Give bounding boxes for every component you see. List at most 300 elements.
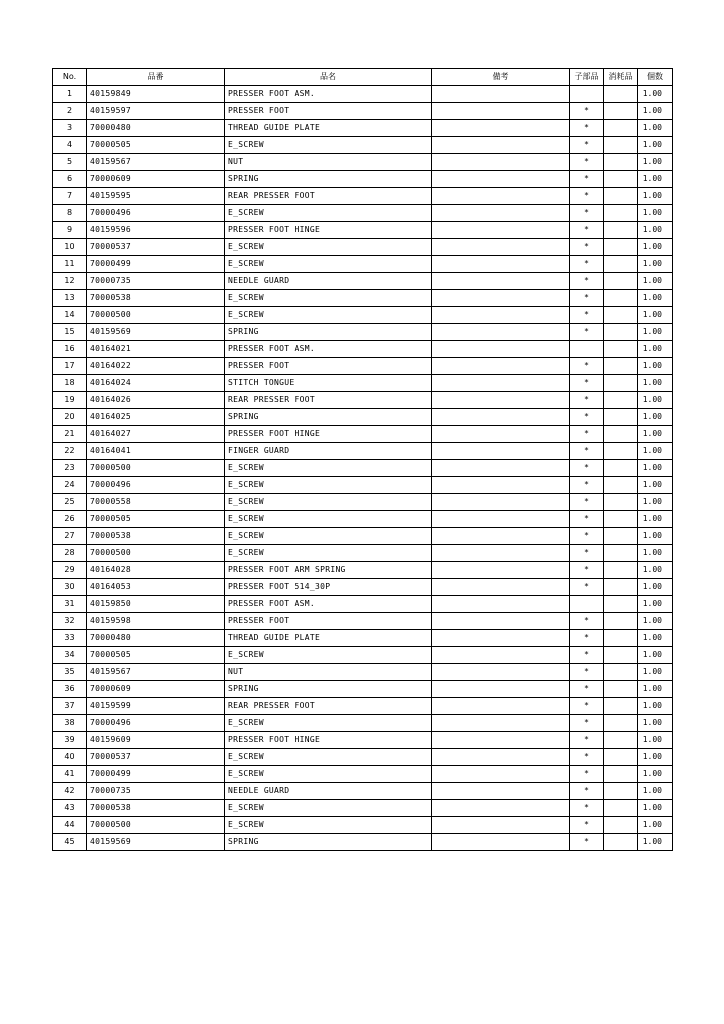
cell-no: 12: [53, 273, 87, 290]
cell-consumable: [604, 528, 638, 545]
cell-consumable: [604, 477, 638, 494]
cell-part-number: 70000496: [87, 477, 225, 494]
cell-consumable: [604, 783, 638, 800]
cell-part-name: PRESSER FOOT ASM.: [225, 596, 432, 613]
cell-consumable: [604, 545, 638, 562]
table-row: [53, 834, 673, 851]
cell-part-name: THREAD GUIDE PLATE: [225, 120, 432, 137]
cell-consumable: [604, 426, 638, 443]
cell-part-number: 70000537: [87, 239, 225, 256]
cell-remarks: [432, 698, 570, 715]
cell-subpart: *: [570, 256, 604, 273]
cell-quantity: 1.00: [638, 800, 673, 817]
cell-no: 42: [53, 783, 87, 800]
cell-part-name: PRESSER FOOT 514_30P: [225, 579, 432, 596]
cell-part-name: E_SCREW: [225, 766, 432, 783]
cell-part-name: STITCH TONGUE: [225, 375, 432, 392]
cell-part-name: E_SCREW: [225, 477, 432, 494]
cell-part-number: 70000500: [87, 460, 225, 477]
cell-part-name: E_SCREW: [225, 545, 432, 562]
header-subpart: 子部品: [570, 69, 604, 86]
table-row: [53, 137, 673, 154]
cell-part-number: 70000500: [87, 817, 225, 834]
cell-subpart: *: [570, 783, 604, 800]
cell-part-name: E_SCREW: [225, 528, 432, 545]
cell-quantity: 1.00: [638, 834, 673, 851]
cell-part-number: 70000735: [87, 273, 225, 290]
table-row: [53, 800, 673, 817]
cell-quantity: 1.00: [638, 443, 673, 460]
cell-quantity: 1.00: [638, 426, 673, 443]
cell-subpart: *: [570, 409, 604, 426]
table-row: [53, 358, 673, 375]
cell-part-number: 40159849: [87, 86, 225, 103]
cell-part-name: SPRING: [225, 409, 432, 426]
cell-consumable: [604, 698, 638, 715]
cell-consumable: [604, 800, 638, 817]
table-row: [53, 171, 673, 188]
cell-part-number: 40164028: [87, 562, 225, 579]
table-row: [53, 290, 673, 307]
cell-subpart: *: [570, 715, 604, 732]
table-row: [53, 460, 673, 477]
cell-part-number: 40159599: [87, 698, 225, 715]
cell-part-name: NEEDLE GUARD: [225, 783, 432, 800]
table-row: [53, 494, 673, 511]
table-row: [53, 324, 673, 341]
cell-remarks: [432, 171, 570, 188]
cell-consumable: [604, 375, 638, 392]
cell-consumable: [604, 681, 638, 698]
cell-subpart: [570, 86, 604, 103]
cell-part-number: 40164026: [87, 392, 225, 409]
cell-remarks: [432, 358, 570, 375]
cell-part-number: 40164053: [87, 579, 225, 596]
header-remarks: 備考: [432, 69, 570, 86]
header-row: [53, 69, 673, 86]
cell-remarks: [432, 732, 570, 749]
cell-no: 14: [53, 307, 87, 324]
cell-subpart: *: [570, 375, 604, 392]
header-part-number: 品番: [87, 69, 225, 86]
cell-subpart: *: [570, 494, 604, 511]
cell-quantity: 1.00: [638, 783, 673, 800]
cell-remarks: [432, 766, 570, 783]
cell-part-number: 70000500: [87, 545, 225, 562]
cell-remarks: [432, 545, 570, 562]
cell-part-name: NUT: [225, 664, 432, 681]
cell-consumable: [604, 86, 638, 103]
cell-subpart: *: [570, 222, 604, 239]
cell-quantity: 1.00: [638, 375, 673, 392]
cell-no: 44: [53, 817, 87, 834]
cell-no: 11: [53, 256, 87, 273]
cell-subpart: *: [570, 239, 604, 256]
cell-part-number: 70000480: [87, 630, 225, 647]
cell-no: 39: [53, 732, 87, 749]
table-row: [53, 120, 673, 137]
table-row: [53, 681, 673, 698]
cell-no: 2: [53, 103, 87, 120]
cell-subpart: *: [570, 477, 604, 494]
cell-no: 34: [53, 647, 87, 664]
cell-remarks: [432, 273, 570, 290]
cell-quantity: 1.00: [638, 222, 673, 239]
cell-quantity: 1.00: [638, 341, 673, 358]
cell-remarks: [432, 613, 570, 630]
cell-part-number: 40164022: [87, 358, 225, 375]
cell-remarks: [432, 239, 570, 256]
cell-quantity: 1.00: [638, 171, 673, 188]
cell-quantity: 1.00: [638, 545, 673, 562]
cell-subpart: *: [570, 443, 604, 460]
cell-no: 6: [53, 171, 87, 188]
cell-remarks: [432, 409, 570, 426]
cell-subpart: *: [570, 460, 604, 477]
cell-no: 18: [53, 375, 87, 392]
cell-subpart: *: [570, 171, 604, 188]
cell-quantity: 1.00: [638, 511, 673, 528]
cell-consumable: [604, 120, 638, 137]
cell-consumable: [604, 664, 638, 681]
table-row: [53, 154, 673, 171]
cell-part-name: PRESSER FOOT: [225, 613, 432, 630]
cell-consumable: [604, 137, 638, 154]
cell-no: 3: [53, 120, 87, 137]
cell-no: 33: [53, 630, 87, 647]
cell-no: 31: [53, 596, 87, 613]
cell-subpart: [570, 341, 604, 358]
cell-quantity: 1.00: [638, 528, 673, 545]
cell-subpart: *: [570, 749, 604, 766]
cell-remarks: [432, 783, 570, 800]
cell-subpart: *: [570, 188, 604, 205]
cell-part-number: 70000499: [87, 766, 225, 783]
cell-part-number: 40159850: [87, 596, 225, 613]
cell-subpart: *: [570, 766, 604, 783]
cell-consumable: [604, 188, 638, 205]
cell-subpart: *: [570, 307, 604, 324]
parts-list-body: [53, 86, 673, 851]
cell-no: 20: [53, 409, 87, 426]
table-row: [53, 443, 673, 460]
cell-part-number: 40159569: [87, 324, 225, 341]
cell-part-number: 70000505: [87, 511, 225, 528]
table-row: [53, 664, 673, 681]
cell-consumable: [604, 154, 638, 171]
cell-remarks: [432, 307, 570, 324]
cell-part-number: 70000609: [87, 681, 225, 698]
table-row: [53, 783, 673, 800]
cell-part-name: E_SCREW: [225, 137, 432, 154]
cell-part-name: E_SCREW: [225, 817, 432, 834]
cell-no: 16: [53, 341, 87, 358]
cell-consumable: [604, 256, 638, 273]
cell-part-number: 40159567: [87, 154, 225, 171]
cell-quantity: 1.00: [638, 120, 673, 137]
cell-part-number: 70000538: [87, 800, 225, 817]
cell-part-name: E_SCREW: [225, 307, 432, 324]
cell-part-name: PRESSER FOOT ARM SPRING: [225, 562, 432, 579]
cell-quantity: 1.00: [638, 358, 673, 375]
cell-part-number: 40159567: [87, 664, 225, 681]
cell-subpart: *: [570, 698, 604, 715]
cell-remarks: [432, 494, 570, 511]
cell-part-name: E_SCREW: [225, 256, 432, 273]
table-row: [53, 188, 673, 205]
cell-consumable: [604, 409, 638, 426]
cell-subpart: *: [570, 664, 604, 681]
table-row: [53, 766, 673, 783]
cell-no: 32: [53, 613, 87, 630]
cell-subpart: *: [570, 103, 604, 120]
cell-quantity: 1.00: [638, 205, 673, 222]
table-row: [53, 307, 673, 324]
cell-remarks: [432, 749, 570, 766]
cell-part-number: 40159609: [87, 732, 225, 749]
cell-no: 26: [53, 511, 87, 528]
cell-quantity: 1.00: [638, 392, 673, 409]
cell-part-name: E_SCREW: [225, 290, 432, 307]
cell-part-number: 70000496: [87, 715, 225, 732]
cell-no: 10: [53, 239, 87, 256]
cell-quantity: 1.00: [638, 137, 673, 154]
cell-subpart: *: [570, 120, 604, 137]
table-row: [53, 341, 673, 358]
cell-quantity: 1.00: [638, 562, 673, 579]
cell-part-number: 70000496: [87, 205, 225, 222]
cell-consumable: [604, 817, 638, 834]
cell-consumable: [604, 307, 638, 324]
cell-quantity: 1.00: [638, 630, 673, 647]
cell-consumable: [604, 766, 638, 783]
cell-subpart: [570, 596, 604, 613]
cell-part-number: 40164027: [87, 426, 225, 443]
cell-quantity: 1.00: [638, 494, 673, 511]
cell-no: 22: [53, 443, 87, 460]
cell-subpart: *: [570, 562, 604, 579]
table-row: [53, 732, 673, 749]
header-quantity: 個数: [638, 69, 673, 86]
cell-quantity: 1.00: [638, 698, 673, 715]
cell-quantity: 1.00: [638, 409, 673, 426]
cell-part-number: 40159569: [87, 834, 225, 851]
cell-consumable: [604, 222, 638, 239]
cell-remarks: [432, 528, 570, 545]
cell-part-number: 70000609: [87, 171, 225, 188]
parts-list-sheet: [52, 68, 672, 851]
table-row: [53, 511, 673, 528]
cell-consumable: [604, 562, 638, 579]
cell-remarks: [432, 596, 570, 613]
cell-no: 13: [53, 290, 87, 307]
cell-remarks: [432, 341, 570, 358]
cell-part-number: 40159596: [87, 222, 225, 239]
cell-part-name: PRESSER FOOT HINGE: [225, 426, 432, 443]
cell-remarks: [432, 715, 570, 732]
cell-consumable: [604, 273, 638, 290]
cell-remarks: [432, 222, 570, 239]
cell-part-name: SPRING: [225, 324, 432, 341]
cell-quantity: 1.00: [638, 613, 673, 630]
cell-remarks: [432, 205, 570, 222]
cell-part-name: PRESSER FOOT ASM.: [225, 341, 432, 358]
cell-remarks: [432, 137, 570, 154]
cell-no: 30: [53, 579, 87, 596]
table-row: [53, 103, 673, 120]
cell-no: 17: [53, 358, 87, 375]
cell-part-name: PRESSER FOOT ASM.: [225, 86, 432, 103]
cell-subpart: *: [570, 154, 604, 171]
table-row: [53, 630, 673, 647]
cell-subpart: *: [570, 545, 604, 562]
cell-no: 35: [53, 664, 87, 681]
cell-remarks: [432, 800, 570, 817]
table-row: [53, 409, 673, 426]
cell-quantity: 1.00: [638, 273, 673, 290]
cell-consumable: [604, 460, 638, 477]
cell-part-number: 70000538: [87, 528, 225, 545]
cell-part-name: E_SCREW: [225, 511, 432, 528]
cell-part-name: PRESSER FOOT HINGE: [225, 222, 432, 239]
cell-part-number: 40164025: [87, 409, 225, 426]
cell-no: 1: [53, 86, 87, 103]
cell-part-name: SPRING: [225, 171, 432, 188]
cell-subpart: *: [570, 511, 604, 528]
cell-quantity: 1.00: [638, 86, 673, 103]
cell-part-name: FINGER GUARD: [225, 443, 432, 460]
cell-part-name: E_SCREW: [225, 715, 432, 732]
cell-remarks: [432, 392, 570, 409]
table-row: [53, 205, 673, 222]
cell-consumable: [604, 392, 638, 409]
cell-consumable: [604, 290, 638, 307]
cell-remarks: [432, 324, 570, 341]
cell-part-number: 70000558: [87, 494, 225, 511]
table-row: [53, 817, 673, 834]
table-row: [53, 426, 673, 443]
cell-subpart: *: [570, 579, 604, 596]
cell-part-name: PRESSER FOOT: [225, 358, 432, 375]
table-row: [53, 596, 673, 613]
cell-remarks: [432, 664, 570, 681]
cell-subpart: *: [570, 834, 604, 851]
cell-subpart: *: [570, 817, 604, 834]
cell-consumable: [604, 732, 638, 749]
cell-consumable: [604, 647, 638, 664]
cell-part-name: NEEDLE GUARD: [225, 273, 432, 290]
cell-part-number: 70000480: [87, 120, 225, 137]
cell-remarks: [432, 834, 570, 851]
cell-no: 27: [53, 528, 87, 545]
table-row: [53, 375, 673, 392]
cell-quantity: 1.00: [638, 579, 673, 596]
cell-no: 43: [53, 800, 87, 817]
cell-part-number: 40159595: [87, 188, 225, 205]
cell-no: 5: [53, 154, 87, 171]
cell-consumable: [604, 443, 638, 460]
table-row: [53, 698, 673, 715]
cell-subpart: *: [570, 137, 604, 154]
cell-consumable: [604, 749, 638, 766]
cell-part-name: PRESSER FOOT HINGE: [225, 732, 432, 749]
cell-no: 8: [53, 205, 87, 222]
cell-no: 29: [53, 562, 87, 579]
cell-quantity: 1.00: [638, 766, 673, 783]
table-row: [53, 579, 673, 596]
cell-subpart: *: [570, 681, 604, 698]
cell-part-name: PRESSER FOOT: [225, 103, 432, 120]
cell-consumable: [604, 715, 638, 732]
cell-no: 37: [53, 698, 87, 715]
cell-subpart: *: [570, 732, 604, 749]
cell-part-name: E_SCREW: [225, 205, 432, 222]
table-row: [53, 239, 673, 256]
cell-part-number: 70000735: [87, 783, 225, 800]
cell-consumable: [604, 630, 638, 647]
cell-remarks: [432, 86, 570, 103]
cell-consumable: [604, 579, 638, 596]
cell-remarks: [432, 443, 570, 460]
cell-subpart: *: [570, 358, 604, 375]
table-row: [53, 647, 673, 664]
cell-quantity: 1.00: [638, 239, 673, 256]
cell-subpart: *: [570, 426, 604, 443]
cell-no: 23: [53, 460, 87, 477]
cell-subpart: *: [570, 800, 604, 817]
cell-subpart: *: [570, 324, 604, 341]
cell-quantity: 1.00: [638, 188, 673, 205]
cell-no: 25: [53, 494, 87, 511]
cell-consumable: [604, 613, 638, 630]
cell-part-name: E_SCREW: [225, 647, 432, 664]
cell-part-name: E_SCREW: [225, 749, 432, 766]
cell-part-name: REAR PRESSER FOOT: [225, 188, 432, 205]
table-row: [53, 222, 673, 239]
cell-no: 40: [53, 749, 87, 766]
cell-remarks: [432, 630, 570, 647]
cell-subpart: *: [570, 647, 604, 664]
cell-part-number: 70000505: [87, 137, 225, 154]
cell-quantity: 1.00: [638, 817, 673, 834]
cell-remarks: [432, 154, 570, 171]
cell-part-number: 70000538: [87, 290, 225, 307]
cell-part-number: 40159598: [87, 613, 225, 630]
cell-remarks: [432, 120, 570, 137]
cell-no: 28: [53, 545, 87, 562]
cell-consumable: [604, 341, 638, 358]
cell-part-number: 70000505: [87, 647, 225, 664]
cell-subpart: *: [570, 630, 604, 647]
cell-remarks: [432, 375, 570, 392]
cell-remarks: [432, 511, 570, 528]
cell-quantity: 1.00: [638, 324, 673, 341]
cell-consumable: [604, 239, 638, 256]
cell-quantity: 1.00: [638, 477, 673, 494]
cell-no: 24: [53, 477, 87, 494]
cell-no: 7: [53, 188, 87, 205]
cell-subpart: *: [570, 290, 604, 307]
cell-part-name: REAR PRESSER FOOT: [225, 392, 432, 409]
cell-remarks: [432, 426, 570, 443]
cell-consumable: [604, 511, 638, 528]
cell-consumable: [604, 103, 638, 120]
cell-remarks: [432, 681, 570, 698]
cell-no: 45: [53, 834, 87, 851]
cell-part-name: E_SCREW: [225, 460, 432, 477]
cell-no: 19: [53, 392, 87, 409]
cell-part-number: 40164024: [87, 375, 225, 392]
